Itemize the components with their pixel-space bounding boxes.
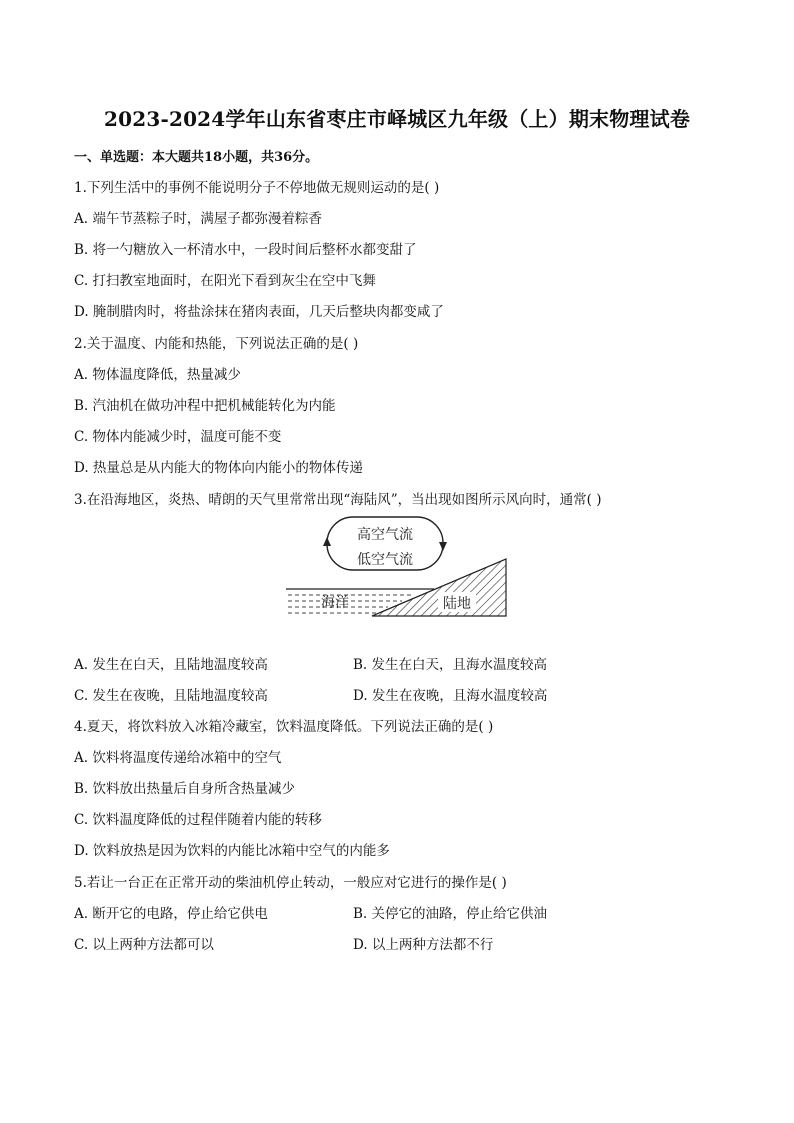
question-5-option-c: C. 以上两种方法都可以 [74, 937, 214, 953]
question-2-option-a: A. 物体温度降低，热量减少 [74, 367, 241, 383]
question-5-option-b: B. 关停它的油路，停止给它供油 [353, 906, 548, 922]
label-low-airflow: 低空气流 [357, 552, 413, 568]
question-2-option-c: C. 物体内能减少时，温度可能不变 [74, 429, 282, 445]
question-3-option-c: C. 发生在夜晚，且陆地温度较高 [74, 688, 268, 704]
page-title: 2023-2024学年山东省枣庄市峄城区九年级（上）期末物理试卷 [103, 107, 691, 131]
question-4-option-d: D. 饮料放热是因为饮料的内能比冰箱中空气的内能多 [74, 843, 390, 859]
question-3-option-a: A. 发生在白天，且陆地温度较高 [74, 657, 268, 673]
question-1-option-a: A. 端午节蒸粽子时，满屋子都弥漫着粽香 [74, 211, 322, 227]
question-4-option-b: B. 饮料放出热量后自身所含热量减少 [74, 781, 296, 797]
question-5-option-a: A. 断开它的电路，停止给它供电 [74, 906, 268, 922]
section-heading: 一、单选题：本大题共18小题，共36分。 [74, 150, 319, 165]
question-1-stem: 1.下列生活中的事例不能说明分子不停地做无规则运动的是( ) [74, 180, 440, 196]
question-2-option-d: D. 热量总是从内能大的物体向内能小的物体传递 [74, 460, 363, 476]
question-4-option-c: C. 饮料温度降低的过程伴随着内能的转移 [74, 812, 322, 828]
sea-land-breeze-diagram [284, 515, 510, 623]
airflow-arrow-left [323, 537, 331, 546]
question-3-option-b: B. 发生在白天，且海水温度较高 [353, 657, 548, 673]
question-2-option-b: B. 汽油机在做功冲程中把机械能转化为内能 [74, 398, 336, 414]
question-4-option-a: A. 饮料将温度传递给冰箱中的空气 [74, 750, 282, 766]
question-5-option-d: D. 以上两种方法都不行 [353, 937, 494, 953]
label-sea: 海洋 [321, 595, 349, 611]
question-2-stem: 2.关于温度、内能和热能，下列说法正确的是( ) [74, 336, 359, 352]
question-1-option-d: D. 腌制腊肉时，将盐涂抹在猪肉表面，几天后整块肉都变咸了 [74, 304, 444, 320]
question-1-option-c: C. 打扫教室地面时，在阳光下看到灰尘在空中飞舞 [74, 273, 376, 289]
question-3-stem: 3.在沿海地区，炎热、晴朗的天气里常常出现“海陆风”，当出现如图所示风向时，通常( ) [74, 492, 602, 508]
question-1-option-b: B. 将一勺糖放入一杯清水中，一段时间后整杯水都变甜了 [74, 242, 417, 258]
label-high-airflow: 高空气流 [357, 527, 413, 543]
question-5-stem: 5.若让一台正在正常开动的柴油机停止转动，一般应对它进行的操作是( ) [74, 875, 507, 891]
label-land: 陆地 [443, 596, 471, 612]
question-4-stem: 4.夏天，将饮料放入冰箱冷藏室，饮料温度降低。下列说法正确的是( ) [74, 719, 494, 735]
airflow-arrow-right [439, 542, 447, 551]
question-3-option-d: D. 发生在夜晚，且海水温度较高 [353, 688, 548, 704]
